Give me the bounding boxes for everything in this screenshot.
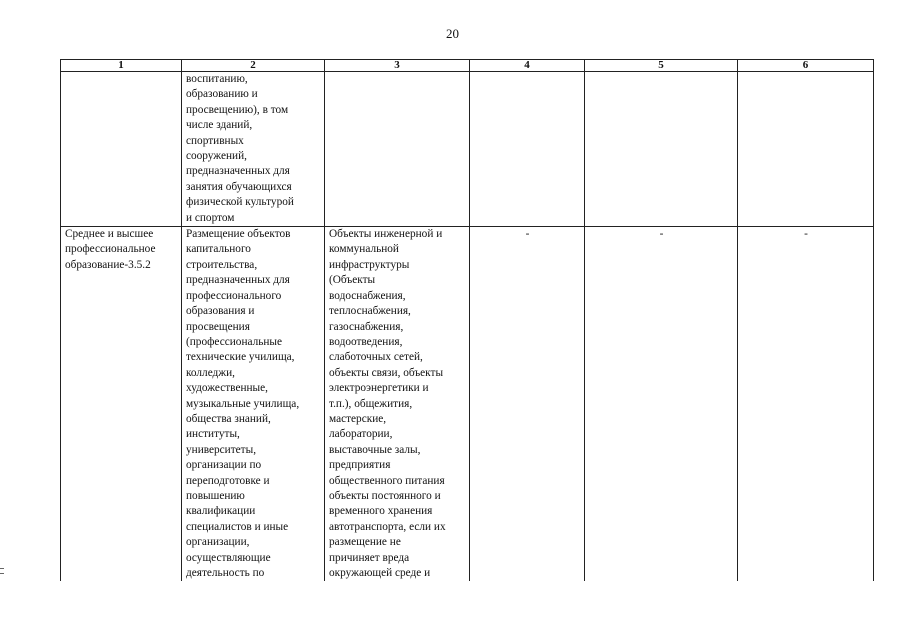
- column-header-6: 6: [738, 60, 874, 72]
- table-cell: [470, 72, 585, 227]
- land-use-table: [60, 59, 874, 581]
- table-cell: [738, 72, 874, 227]
- table-cell: [325, 227, 470, 582]
- cell-text: Объекты инженерной и коммунальной инфраструктуры (Объекты водоснабжения, теплоснабжения, газоснабжения, водоотведения, слаботочных сетей, объекты связи, объекты электроэнергетики и т.п.), общежития, мастерские, лаборатории, выставочные залы, предприятия общественного питания объекты постоянного и временного хранения автотранспорта, если их размещение не причиняет вреда окружающей среде и: [329, 228, 446, 579]
- column-header-4: 4: [470, 60, 585, 72]
- table-cell: [470, 227, 585, 582]
- table-cell: [585, 227, 738, 582]
- header-row: [61, 60, 874, 72]
- table-row: [61, 72, 874, 227]
- margin-mark: [0, 568, 4, 574]
- table-cell: [738, 227, 874, 582]
- table-row: [61, 227, 874, 582]
- page-number: 20: [446, 26, 459, 41]
- table-cell: [61, 72, 182, 227]
- column-header-1: 1: [61, 60, 182, 72]
- column-header-3: 3: [325, 60, 470, 72]
- table-cell: [61, 227, 182, 582]
- table-cell: [325, 72, 470, 227]
- cell-text: -: [659, 228, 664, 241]
- cell-text: -: [525, 228, 530, 241]
- column-header-5: 5: [585, 60, 738, 72]
- table-cell: [182, 72, 325, 227]
- cell-text: Среднее и высшее профессиональное образование-3.5.2: [65, 228, 156, 271]
- table-cell: [182, 227, 325, 582]
- cell-text: -: [804, 228, 808, 241]
- column-header-2: 2: [182, 60, 325, 72]
- cell-text: Размещение объектов капитального строительства, предназначенных для профессионального образования и просвещения (профессиональные технические училища, колледжи, художественные, музыкальные училища, общества знаний, институты, университеты, организации по переподготовке и повышению квалификации специалистов и иные организации, осуществляющие деятельность по: [186, 228, 300, 579]
- cell-text: воспитанию, образованию и просвещению), в том числе зданий, спортивных сооружений, предназначенных для занятия обучающихся физической культурой и спортом: [186, 73, 294, 224]
- table-body: [61, 72, 874, 582]
- table-cell: [585, 72, 738, 227]
- table-header: [61, 60, 874, 72]
